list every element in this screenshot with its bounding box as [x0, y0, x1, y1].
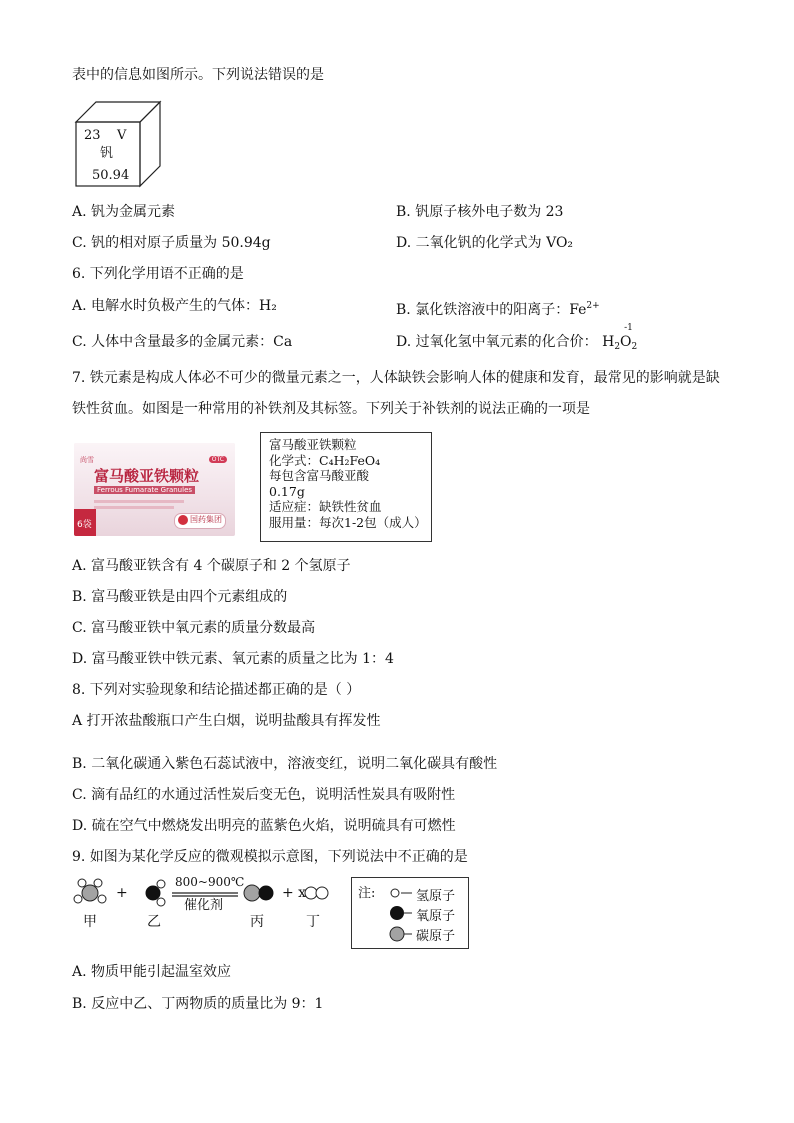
q8-option-b: B. 二氧化碳通入紫色石蕊试液中，溶液变红，说明二氧化碳具有酸性 [72, 756, 498, 772]
package-otc-badge: OTC [209, 456, 227, 463]
oxygen-atom-icon [390, 906, 404, 920]
element-number: 23 [84, 128, 101, 143]
element-name: 钒 [100, 146, 114, 161]
carbon-atom-icon [390, 927, 404, 941]
question-intro: 表中的信息如图所示。下列说法错误的是 [72, 67, 324, 83]
label-content: 每包含富马酸亚酸 [269, 468, 370, 483]
q9-option-b: B. 反应中乙、丁两物质的质量比为 9：1 [72, 996, 324, 1012]
legend-hydrogen: 氢原子 [416, 889, 456, 904]
q7-option-d: D. 富马酸亚铁中铁元素、氧元素的质量之比为 1：4 [72, 651, 394, 667]
molecule-yi [146, 880, 165, 906]
supplement-package-image [74, 443, 235, 536]
condition-temperature: 800~900℃ [175, 875, 245, 889]
q7-option-b: B. 富马酸亚铁是由四个元素组成的 [72, 589, 288, 605]
q5-option-d: D. 二氧化钒的化学式为 VO₂ [396, 235, 574, 251]
q6-option-c: C. 人体中含量最多的金属元素：Ca [72, 334, 293, 350]
plus-x: + x [282, 885, 307, 901]
package-en-title: Ferrous Fumarate Granules [94, 486, 195, 494]
label-bing: 丙 [250, 914, 264, 930]
condition-catalyst: 催化剂 [184, 898, 224, 913]
element-symbol: V [117, 128, 127, 143]
label-yi: 乙 [147, 914, 161, 930]
legend-symbols [388, 883, 418, 945]
molecule-bing [244, 885, 273, 901]
label-dosage: 服用量：每次1-2包（成人） [269, 514, 427, 530]
package-maker: 国药集团 [190, 515, 222, 524]
atom-legend [351, 877, 469, 949]
label-jia: 甲 [83, 914, 97, 930]
oxygen-charge: -1 [624, 323, 633, 333]
q9-option-a: A. 物质甲能引起温室效应 [72, 964, 232, 980]
q8-option-c: C. 滴有品红的水通过活性炭后变无色，说明活性炭具有吸附性 [72, 787, 456, 803]
legend-carbon: 碳原子 [416, 929, 456, 944]
q8-option-a: A 打开浓盐酸瓶口产生白烟，说明盐酸具有挥发性 [72, 713, 381, 729]
q7-stem-line2: 铁性贫血。如图是一种常用的补铁剂及其标签。下列关于补铁剂的说法正确的一项是 [72, 401, 590, 417]
q7-option-a: A. 富马酸亚铁含有 4 个碳原子和 2 个氢原子 [72, 558, 351, 574]
label-ding: 丁 [306, 914, 320, 930]
q5-option-c: C. 钒的相对原子质量为 50.94g [72, 235, 271, 251]
q6-option-b [396, 297, 600, 319]
package-count: 6袋 [77, 520, 92, 530]
q8-stem: 8. 下列对实验现象和结论描述都正确的是（ ） [72, 682, 361, 698]
hydrogen-atom-icon [391, 889, 399, 897]
supplement-label [260, 432, 432, 542]
package-title: 富马酸亚铁颗粒 [94, 467, 200, 485]
label-name: 富马酸亚铁颗粒 [269, 437, 357, 452]
molecule-jia [74, 879, 106, 903]
q7-option-c: C. 富马酸亚铁中氧元素的质量分数最高 [72, 620, 316, 636]
q6-stem: 6. 下列化学用语不正确的是 [72, 266, 244, 282]
q5-option-b: B. 钒原子核外电子数为 23 [396, 204, 564, 220]
q5-option-a: A. 钒为金属元素 [72, 204, 176, 220]
h2o2-formula: -1 $H_2O_2$ [602, 333, 637, 356]
plus-sign: + [116, 885, 128, 901]
q8-option-d: D. 硫在空气中燃烧发出明亮的蓝紫色火焰，说明硫具有可燃性 [72, 818, 456, 834]
q6-option-d [396, 323, 638, 356]
q7-stem-line1: 7. 铁元素是构成人体必不可少的微量元素之一，人体缺铁会影响人体的健康和发育，最常见的影响就是缺 [72, 370, 720, 386]
package-brand: 尚雪 [80, 456, 94, 464]
q6-option-d-text: D. 过氧化氢中氧元素的化合价： [396, 334, 598, 350]
q6-option-b-charge: 2+ [586, 301, 600, 311]
legend-title: 注: [358, 886, 376, 901]
element-mass: 50.94 [92, 168, 130, 183]
q9-stem: 9. 如图为某化学反应的微观模拟示意图，下列说法中不正确的是 [72, 849, 468, 865]
label-amount: 0.17g [269, 483, 305, 499]
legend-oxygen: 氧原子 [416, 909, 456, 924]
label-formula: 化学式：C₄H₂FeO₄ [269, 452, 381, 468]
molecule-ding [305, 887, 328, 899]
label-indication: 适应症：缺铁性贫血 [269, 499, 382, 514]
q6-option-a: A. 电解水时负极产生的气体：H₂ [72, 298, 277, 314]
q6-option-b-text: B. 氯化铁溶液中的阳离子：Fe [396, 302, 587, 318]
